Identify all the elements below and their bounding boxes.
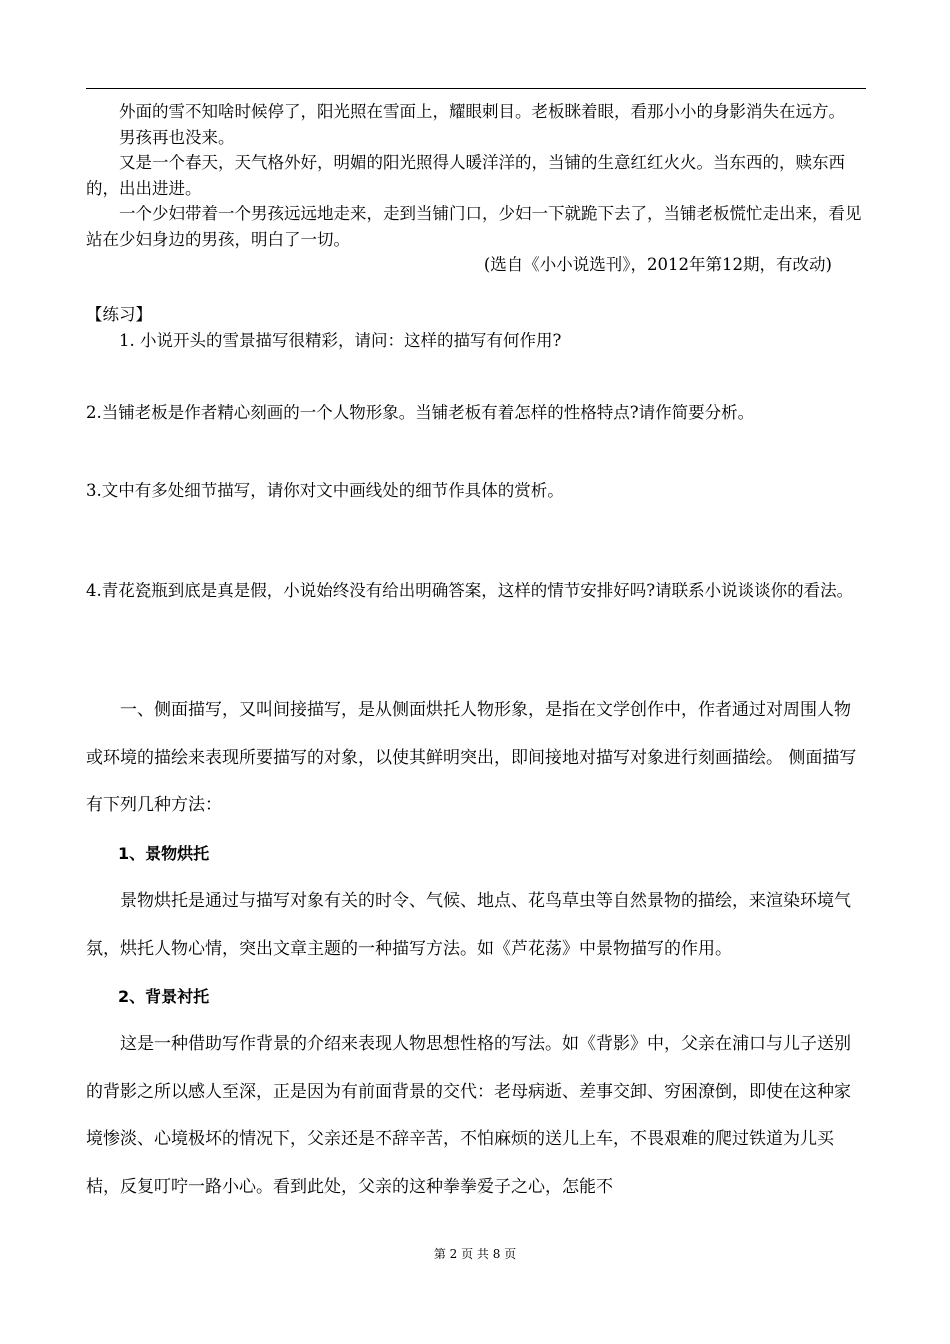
story-source: (选自《小小说选刊》，2012年第12期，有改动): [483, 255, 832, 274]
page-number: 第 2 页 共 8 页: [433, 1247, 517, 1261]
header-rule: [86, 88, 866, 89]
story-paragraph: 男孩再也没来。: [119, 127, 235, 147]
exercise-question-2: 2.当铺老板是作者精心刻画的一个人物形象。当铺老板有着怎样的性格特点?请作简要分析。: [86, 403, 755, 422]
section-body-scenery: 景物烘托是通过与描写对象有关的时令、气候、地点、花鸟草虫等自然景物的描绘，来渲染环境气氛，烘托人物心情，突出文章主题的一种描写方法。如《芦花荡》中景物描写的作用。: [86, 890, 851, 959]
section-body-background: 这是一种借助写作背景的介绍来表现人物思想性格的写法。如《背影》中，父亲在浦口与儿子送别的背影之所以感人至深，正是因为有前面背景的交代：老母病逝、差事交卸、穷困潦倒，即使在这种家境惨淡、心境极坏的情况下，父亲还是不辞辛苦，不怕麻烦的送儿上车，不畏艰难的爬过铁道为儿买桔，反复叮咛一路小心。看到此处，父亲的这种拳拳爱子之心，怎能不: [86, 1033, 851, 1198]
story-paragraph: 一个少妇带着一个男孩远远地走来，走到当铺门口，少妇一下就跪下去了，当铺老板慌忙走出来，看见站在少妇身边的男孩，明白了一切。: [86, 204, 862, 249]
essay-intro: 一、侧面描写，又叫间接描写，是从侧面烘托人物形象，是指在文学创作中，作者通过对周围人物或环境的描绘来表现所要描写的对象，以使其鲜明突出，即间接地对描写对象进行刻画描绘。 侧面描写有下列几种方法：: [86, 700, 857, 816]
essay-section: [86, 687, 866, 1212]
story-paragraph: 又是一个春天，天气格外好，明媚的阳光照得人暖洋洋的，当铺的生意红红火火。当东西的，赎东西的，出出进进。: [86, 153, 845, 198]
exercise-title: 【练习】: [86, 305, 152, 324]
exercise-question-3: 3.文中有多处细节描写，请你对文中画线处的细节作具体的赏析。: [86, 481, 564, 500]
story-paragraph: 外面的雪不知啥时候停了，阳光照在雪面上，耀眼刺目。老板眯着眼，看那小小的身影消失在远方。: [119, 102, 845, 121]
section-heading-scenery: 1、景物烘托: [118, 844, 210, 864]
exercise-question-1: 1. 小说开头的雪景描写很精彩，请问：这样的描写有何作用?: [119, 331, 562, 350]
story-continuation: [86, 99, 866, 278]
section-heading-background: 2、背景衬托: [118, 987, 210, 1007]
exercise-question-4: 4.青花瓷瓶到底是真是假，小说始终没有给出明确答案，这样的情节安排好吗?请联系小说谈谈你的看法。: [86, 581, 854, 600]
